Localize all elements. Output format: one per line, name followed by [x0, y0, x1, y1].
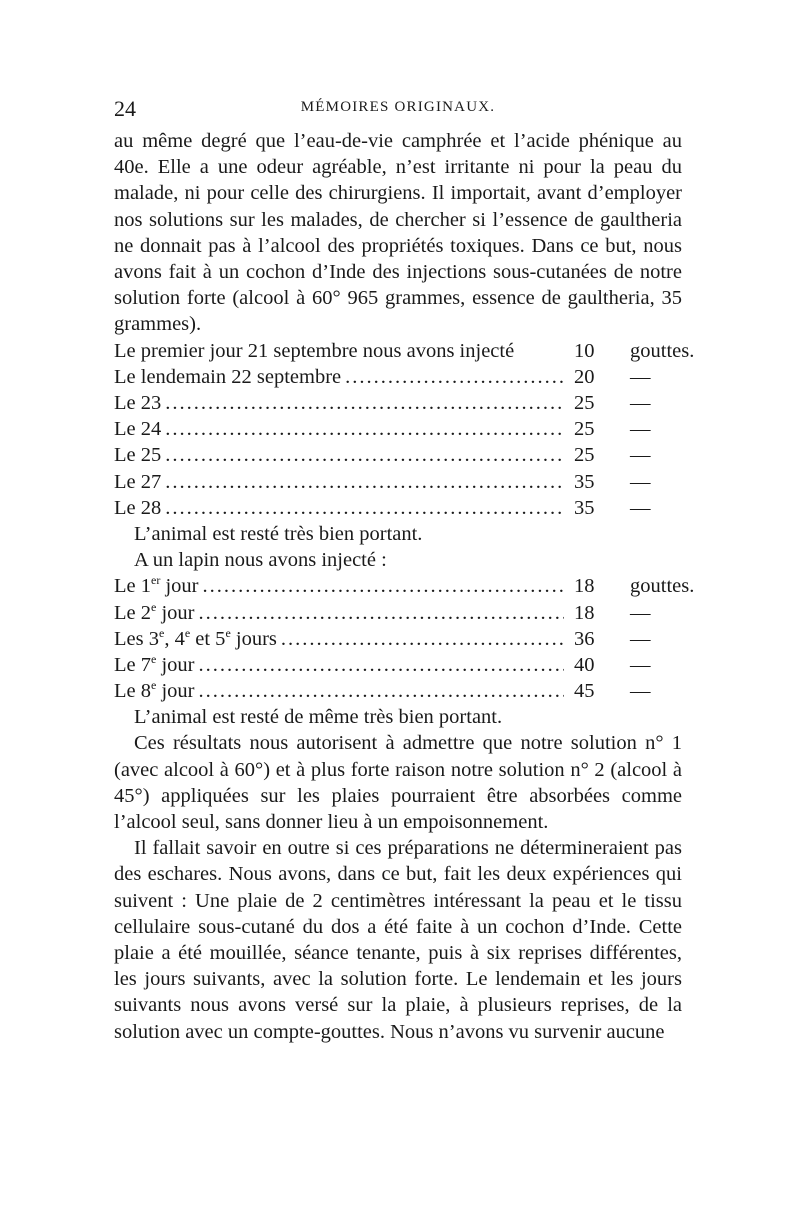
rabbit-injection-list [114, 573, 695, 704]
injection-row [114, 652, 682, 678]
row-quantity: 45 [574, 680, 595, 703]
row-quantity: 18 [574, 601, 595, 624]
row-unit: — [630, 627, 651, 650]
leader-dots [198, 600, 564, 626]
row-quantity: 35 [574, 496, 595, 519]
row-label: Le 2e jour [114, 599, 195, 624]
row-label: Le premier jour 21 septembre nous avons injecté [114, 339, 515, 362]
row-label: Le lendemain 22 septembre [114, 365, 342, 388]
leader-dots [165, 442, 564, 468]
injection-row [114, 469, 682, 495]
row-unit: — [630, 392, 651, 414]
injection-row [114, 390, 682, 416]
injection-row [114, 416, 682, 442]
row-quantity: 10 [574, 339, 595, 362]
leader-dots [165, 416, 564, 442]
injection-row [114, 338, 695, 364]
row-unit: gouttes. [630, 575, 695, 598]
row-label: Le 23 [114, 392, 162, 414]
leader-dots [165, 469, 564, 495]
row-quantity: 35 [574, 470, 595, 493]
page-header [114, 96, 682, 124]
row-unit: gouttes. [630, 339, 695, 362]
row-label: Le 28 [114, 496, 162, 519]
row-label: Le 27 [114, 470, 162, 493]
guinea-pig-result: L’animal est resté très bien portant. [134, 522, 423, 545]
injection-row [114, 442, 682, 468]
row-label: Le 7e jour [114, 652, 195, 676]
page-number: 24 [114, 96, 136, 121]
row-quantity: 25 [574, 392, 595, 414]
leader-dots [198, 678, 564, 704]
row-unit: — [630, 653, 651, 676]
row-unit: — [630, 365, 651, 388]
page-body [114, 128, 695, 1045]
injection-row [114, 626, 682, 652]
leader-dots [202, 573, 564, 599]
injection-row [114, 600, 682, 626]
injection-row [114, 364, 682, 390]
row-label: Le 25 [114, 444, 162, 467]
row-quantity: 36 [574, 627, 595, 650]
row-label: Le 1er jour [114, 573, 199, 598]
intro-paragraph: au même degré que l’eau-de-vie camphrée et l’acide phénique au 40e. Elle a une odeur agréable, n’est irritante ni pour la peau du malade, ni pour celle des chirurgiens. Il importait, avant d’employer nos solutions sur les malades, de chercher si l’essence de gaultheria ne donnait pas à l’alcool des propriétés toxiques. Dans ce but, nous avons fait à un cochon d’Inde des injections sous-cutanées de notre solution forte (alcool à 60° 965 grammes, essence de gaultheria, 35 grammes). [114, 130, 682, 336]
row-unit: — [630, 496, 651, 519]
guinea-pig-injection-list [114, 338, 695, 521]
row-quantity: 20 [574, 365, 595, 388]
results-paragraph: Ces résultats nous autorisent à admettre que notre solution n° 1 (avec alcool à 60°) et à plus forte raison notre solution n° 2 (alcool à 45°) appliquées sur les plaies pourraient être absorbées comme l’alcool seul, sans donner lieu à un empoisonnement. [114, 732, 682, 834]
leader-dots [345, 364, 564, 390]
leader-dots [165, 390, 564, 416]
row-quantity: 40 [574, 653, 595, 676]
injection-row [114, 573, 695, 599]
row-label: Les 3e, 4e et 5e jours [114, 625, 277, 650]
running-head: MÉMOIRES ORIGINAUX. [300, 99, 496, 115]
row-label: Le 8e jour [114, 678, 195, 703]
row-quantity: 25 [574, 418, 595, 441]
leader-dots [165, 495, 564, 521]
row-unit: — [630, 444, 651, 467]
row-unit: — [630, 601, 651, 624]
rabbit-result: L’animal est resté de même très bien portant. [134, 706, 503, 729]
leader-dots [281, 626, 564, 652]
row-unit: — [630, 470, 651, 493]
injection-row [114, 495, 682, 521]
row-quantity: 18 [574, 575, 595, 598]
row-quantity: 25 [574, 444, 595, 467]
injection-row [114, 678, 682, 704]
row-unit: — [630, 680, 651, 703]
rabbit-intro: A un lapin nous avons injecté : [134, 549, 387, 572]
leader-dots [198, 652, 564, 678]
row-label: Le 24 [114, 418, 162, 441]
row-unit: — [630, 418, 651, 441]
eschars-paragraph: Il fallait savoir en outre si ces préparations ne détermineraient pas des eschares. Nous avons, dans ce but, fait les deux expériences qui suivent : Une plaie de 2 centimètres intéressant la peau et le tissu cellulaire sous-cutané du dos a été faite à un cochon d’Inde. Cette plaie a été mouillée, séance tenante, puis à six reprises différentes, les jours suivants, avec la solution forte. Le lendemain et les jours suivants nous avons versé sur la plaie, à plusieurs reprises, de la solution avec un compte-gouttes. Nous n’avons vu survenir aucune [114, 837, 682, 1043]
